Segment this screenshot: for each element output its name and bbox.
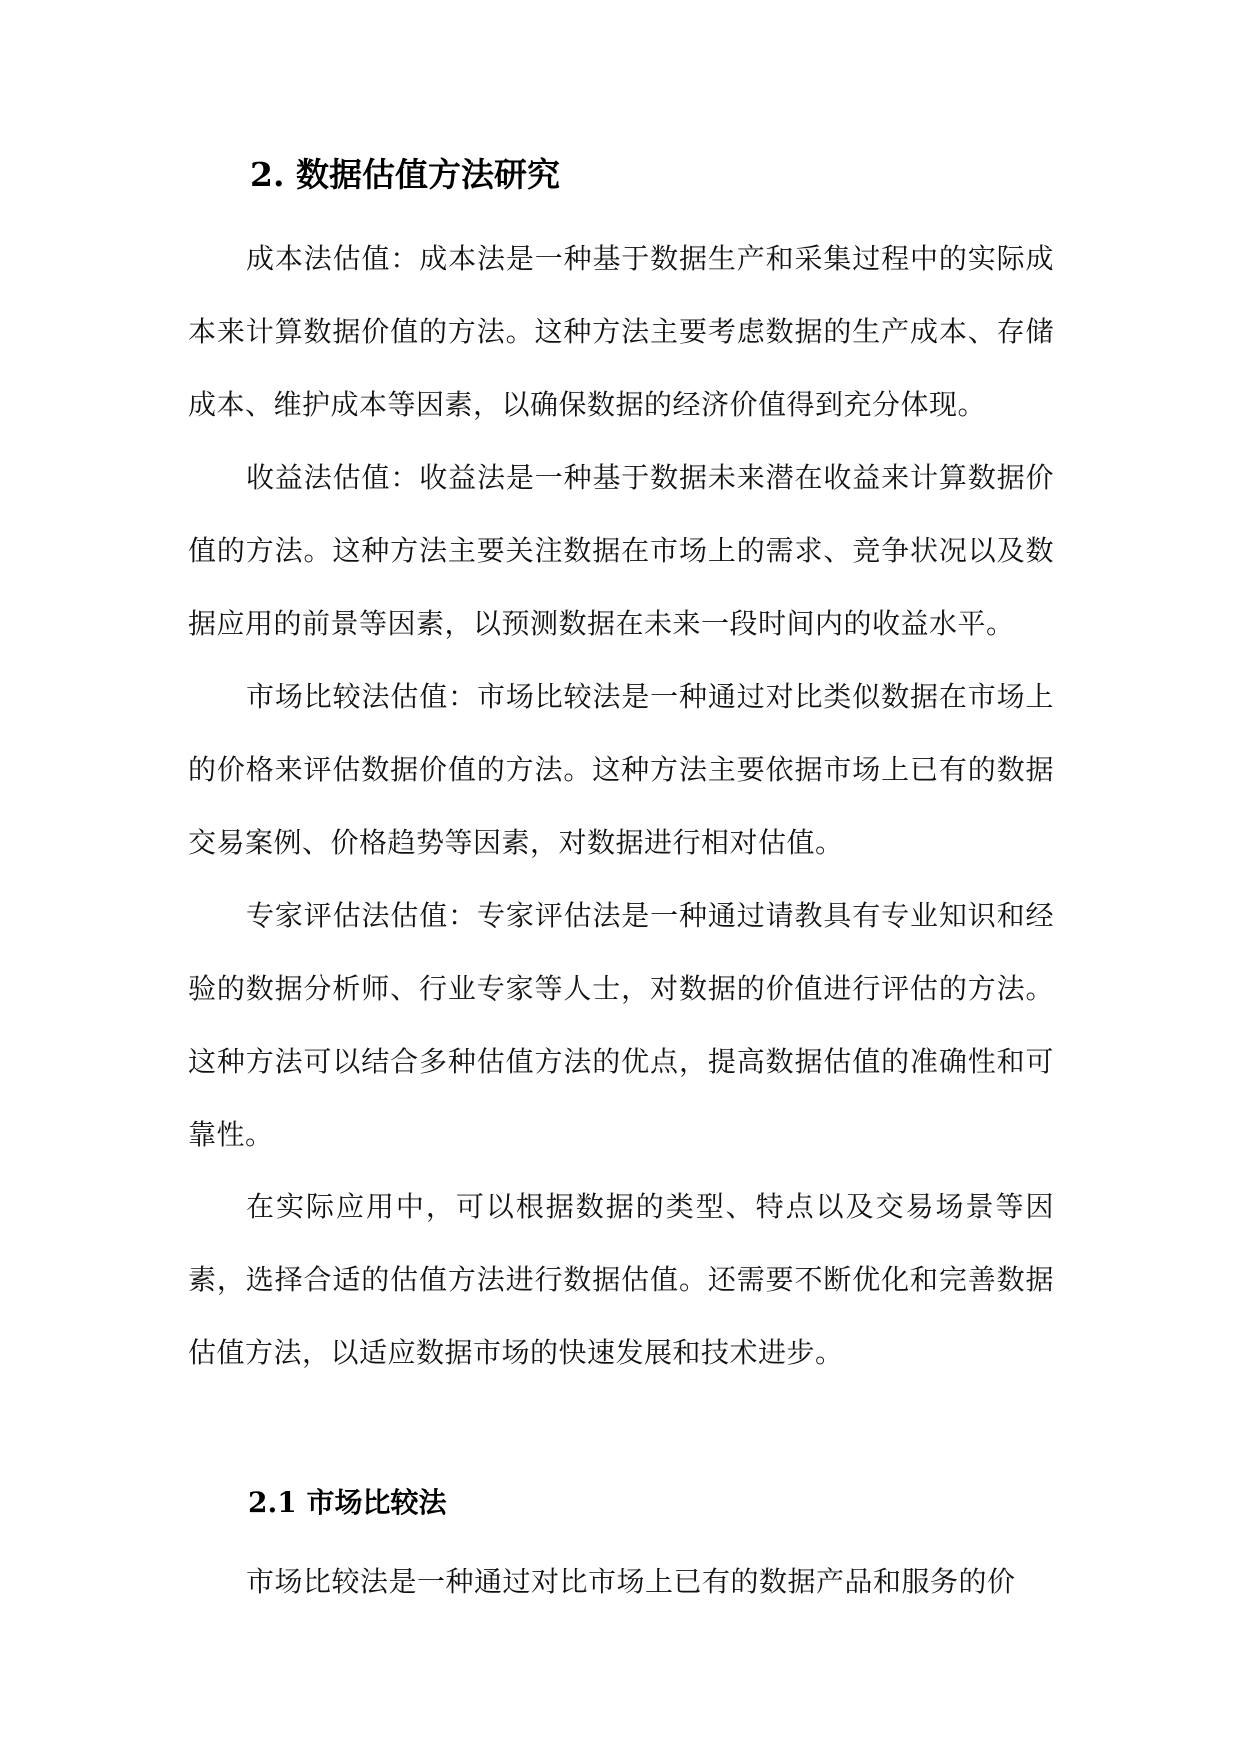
- paragraph-cost-method: 成本法估值：成本法是一种基于数据生产和采集过程中的实际成本来计算数据价值的方法。这种方法主要考虑数据的生产成本、存储成本、维护成本等因素，以确保数据的经济价值得到充分体现。: [188, 242, 1054, 421]
- paragraph-practical-application: 在实际应用中，可以根据数据的类型、特点以及交易场景等因素，选择合适的估值方法进行数据估值。还需要不断优化和完善数据估值方法，以适应数据市场的快速发展和技术进步。: [188, 1190, 1054, 1369]
- subsection-heading: 2.1 市场比较法: [248, 1486, 447, 1519]
- paragraph-income-method: 收益法估值：收益法是一种基于数据未来潜在收益来计算数据价值的方法。这种方法主要关注数据在市场上的需求、竞争状况以及数据应用的前景等因素，以预测数据在未来一段时间内的收益水平。: [188, 461, 1054, 640]
- paragraph-market-comparison-method: 市场比较法估值：市场比较法是一种通过对比类似数据在市场上的价格来评估数据价值的方法。这种方法主要依据市场上已有的数据交易案例、价格趋势等因素，对数据进行相对估值。: [188, 680, 1054, 859]
- section-heading: 2. 数据估值方法研究: [250, 155, 560, 194]
- paragraph-expert-evaluation-method: 专家评估法估值：专家评估法是一种通过请教具有专业知识和经验的数据分析师、行业专家等人士，对数据的价值进行评估的方法。这种方法可以结合多种估值方法的优点，提高数据估值的准确性和可靠性。: [188, 899, 1054, 1151]
- subsection-paragraph: 市场比较法是一种通过对比市场上已有的数据产品和服务的价: [246, 1565, 1016, 1598]
